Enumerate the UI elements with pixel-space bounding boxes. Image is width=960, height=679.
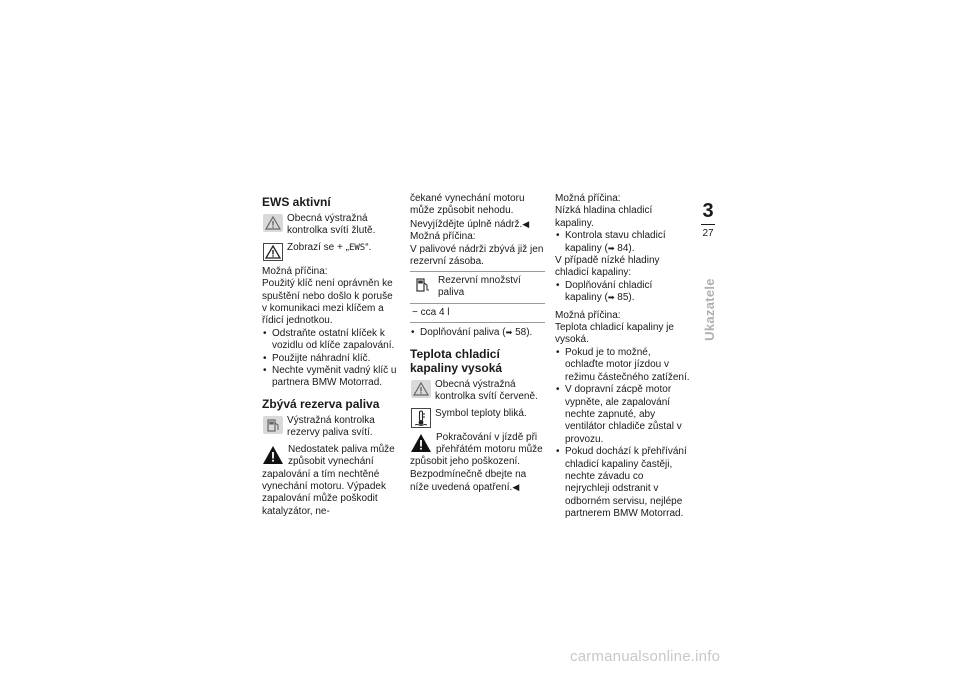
page-ref-arrow-icon: ➡ [607, 293, 615, 303]
warning-continued-text-2: Nevyjížděјte úplně nádrž.◀ [410, 218, 530, 230]
ews-display-text: Zobrazí se + „EWS“. [287, 241, 372, 253]
coolant-lamp-text: Obecná výstražná kontrolka svítí červeně. [435, 378, 538, 403]
list-item: • Pokud je to možné, ochlaďte motor jízdou v režimu částečného zatížení. [555, 347, 690, 384]
refuel-list [410, 327, 545, 339]
coolant-warning-text: Pokračování v jízdě při přehřátém motoru může způsobit jeho poškození. [410, 431, 543, 468]
list-item: • V dopravní zácpě motor vypněte, ale zapalování nechte zapnuté, aby ventilátor chladiče zůstal v provozu. [555, 384, 690, 446]
watermark: carmanualsonline.info [570, 648, 721, 665]
heading-ews-active: EWS aktivní [262, 195, 331, 209]
low-level-case-text: V případě nízké hladiny chladicí kapaliny: [555, 255, 660, 279]
heading-coolant-temp: Teplota chladicí kapaliny vysoká [410, 346, 503, 375]
section-label: Ukazatele [701, 277, 717, 341]
table-value: − cca 4 l [410, 304, 545, 323]
list-item: • Pokud dochází k přehřívání chladicí kapaliny častěji, nechte závadu co nejrychleji odstranit v odborném servisu, nejlépe partnerem BMW Motorrad. [555, 446, 690, 520]
reserve-cause-label: Možná příčina: [410, 231, 476, 243]
ews-cause-label: Možná příčina: [262, 265, 328, 277]
fuel-pump-icon [412, 275, 434, 295]
coolant-symbol-text: Symbol teploty bliká. [435, 407, 527, 419]
column-1 [262, 193, 397, 520]
ews-cause-text: Použitý klíč není oprávněn ke spuštění nebo došlo k poruše v komunikaci mezi klíčem a řídicí jednotkou. [262, 278, 393, 327]
ews-actions-list [262, 328, 397, 390]
chapter-number: 3 [702, 200, 714, 222]
general-warning-light-icon [410, 379, 432, 399]
ews-lamp-row [262, 213, 397, 238]
column-2 [410, 193, 545, 497]
danger-warning-icon [262, 445, 284, 465]
reserve-cause-text: V palivové nádrži zbývá již jen rezervní zásoba. [410, 243, 544, 268]
end-marker-icon: ◀ [522, 218, 530, 229]
warning-triangle-icon [262, 242, 284, 262]
reserve-lamp-row [262, 415, 397, 440]
page-ref[interactable]: 84 [617, 242, 629, 254]
coolant-lamp-row [410, 379, 545, 404]
reserve-warning-block [262, 444, 397, 518]
coolant-symbol-row [410, 408, 545, 428]
heading-fuel-reserve: Zbývá rezerva paliva [262, 396, 380, 411]
list-item: • Doplňování chladicí kapaliny (➡ 85). [555, 280, 690, 305]
ews-code: EWS [348, 242, 366, 253]
coolant-refill-list [555, 280, 690, 305]
reserve-warning-text: Nedostatek paliva může způsobit vynechání zapalování a tím nechtěné vynechání motoru. Výpadek zapalování může poškodit katalyzátor, ne- [262, 443, 395, 517]
list-item: • Odstraňte ostatní klíček k vozidlu od klíče zapalování. [262, 328, 397, 353]
coolant-cause1-text: Nízká hladina chladicí kapaliny. [555, 205, 653, 229]
overheat-actions-list [555, 347, 690, 521]
chapter-tab [698, 200, 718, 239]
table-header-text: Rezervní množství paliva [438, 275, 521, 299]
coolant-warning-text-2: Bezpodmínečně dbejte na níže uvedená opatření.◀ [410, 468, 527, 494]
end-marker-icon: ◀ [512, 482, 520, 493]
page-ref-arrow-icon: ➡ [607, 243, 615, 253]
coolant-cause1-label: Možná příčina: [555, 193, 621, 204]
coolant-check-list [555, 230, 690, 255]
coolant-cause2-text: Teplota chladicí kapaliny je vysoká. [555, 322, 674, 346]
coolant-warning-block [410, 432, 545, 495]
page-ref[interactable]: 58 [515, 327, 527, 339]
warning-continued-text: čekané vynechání motoru může způsobit nehodu. [410, 193, 525, 217]
coolant-cause2-label: Možná příčina: [555, 309, 621, 321]
list-item: • Doplňování paliva (➡ 58). [410, 327, 545, 339]
reserve-lamp-text: Výstražná kontrolka rezervy paliva svítí. [287, 414, 375, 439]
fuel-pump-light-icon [262, 415, 284, 435]
list-item: • Kontrola stavu chladicí kapaliny (➡ 84). [555, 230, 690, 255]
list-item: • Nechte vyměnit vadný klíč u partnera BMW Motorrad. [262, 365, 397, 390]
thermometer-icon [410, 408, 432, 428]
fuel-reserve-table [410, 271, 545, 323]
page-ref[interactable]: 85 [617, 292, 629, 304]
list-item: • Použijte náhradní klíč. [262, 353, 397, 365]
ews-lamp-text: Obecná výstražná kontrolka svítí žlutě. [287, 213, 376, 237]
column-3 [555, 193, 690, 521]
general-warning-light-icon [262, 213, 284, 233]
danger-warning-icon [410, 433, 432, 453]
tab-divider [701, 224, 715, 225]
page-ref-arrow-icon: ➡ [505, 328, 513, 338]
ews-display-row [262, 242, 397, 262]
page-number: 27 [702, 228, 714, 239]
